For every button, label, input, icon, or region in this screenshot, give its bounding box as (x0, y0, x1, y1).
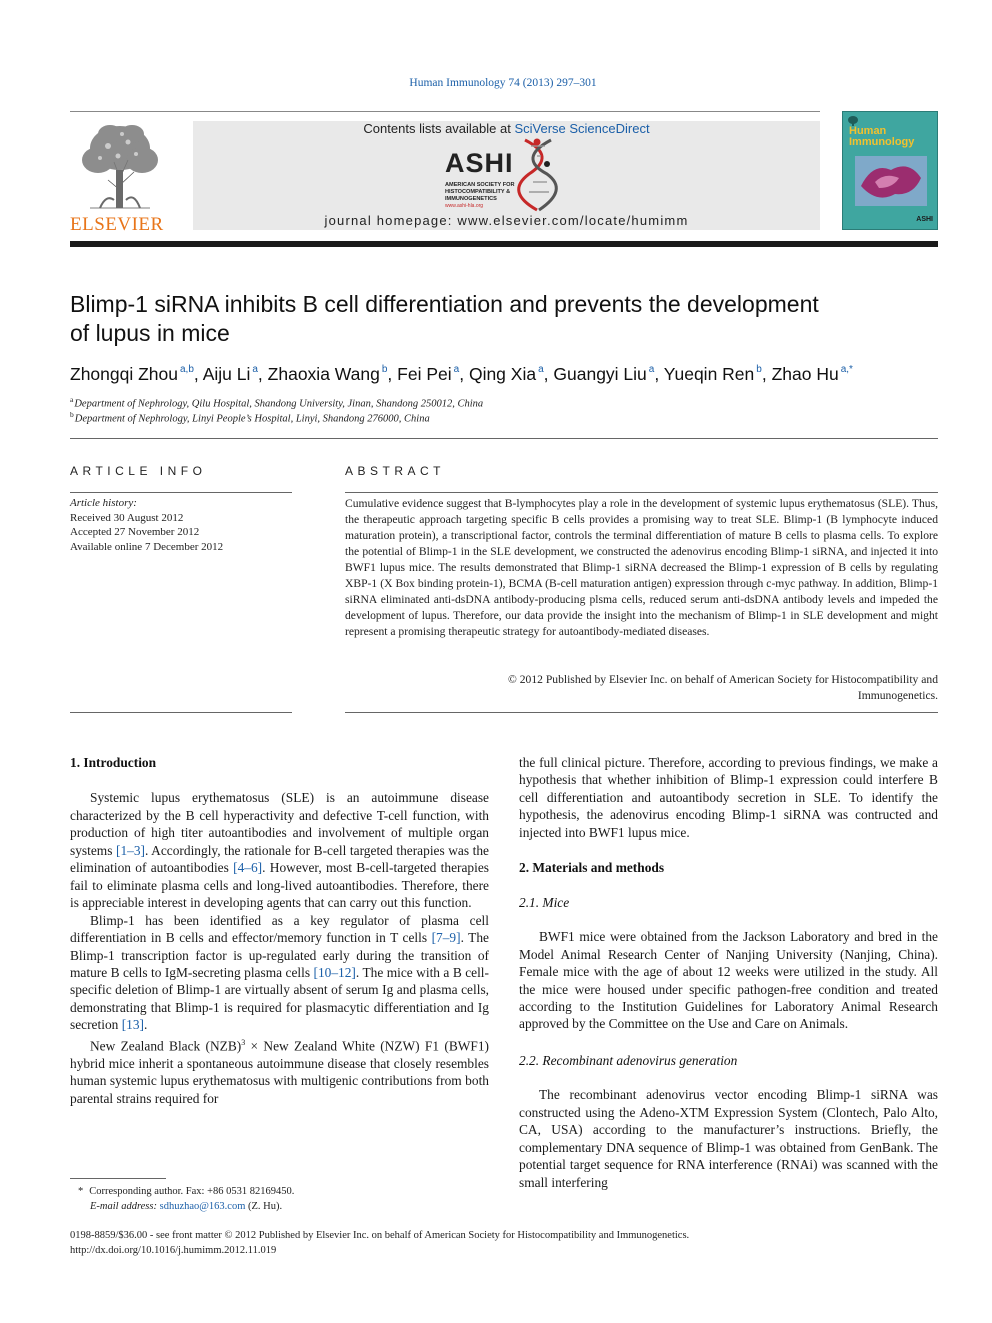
cover-ashi-logo: ASHI (916, 216, 933, 223)
ashi-line-1: AMERICAN SOCIETY FOR (445, 182, 515, 188)
mice-paragraph: BWF1 mice were obtained from the Jackson Laboratory and bred in the Model Animal Research Center of Nanjing University (Nanjing, China). Female mice with the age of about 12 weeks were utilized in the study. All the mice were housed under specific pathogen-free condition and treated according to the Institution Guidelines for Laboratory Animal Research approved by the Committee on the Use and Care on Animals. (519, 929, 938, 1032)
header-rule (70, 111, 820, 112)
contents-line (193, 121, 820, 136)
corresponding-author-note: * Corresponding author. Fax: +86 0531 82169450. (78, 1186, 295, 1197)
intro-paragraph-continued: the full clinical picture. Therefore, according to previous findings, we make a hypothesis that whether inhibition of Blimp-1 expression could interfere B cell differentiation and autoantibody secretion in SLE. To identify the hypothesis, the adenovirus encoding Blimp-1 siRNA was contructed and injected into BWF1 lupus mice. (519, 755, 938, 840)
received-date: Received 30 August 2012 (70, 511, 184, 524)
online-date: Available online 7 December 2012 (70, 540, 224, 553)
author[interactable]: Yueqin Ren $^b$, (663, 364, 767, 384)
footnote-rule (70, 1178, 166, 1179)
sciencedirect-link[interactable]: SciVerse ScienceDirect (514, 121, 650, 136)
contents-prefix: Contents lists available at (363, 121, 515, 136)
author[interactable]: Qing Xia $^a$, (468, 364, 549, 384)
elsevier-wordmark: ELSEVIER (70, 214, 164, 235)
mice-heading: 2.1. Mice (519, 894, 570, 910)
citation-4-6[interactable]: [4–6] (233, 860, 263, 876)
adenovirus-heading: 2.2. Recombinant adenovirus generation (519, 1052, 738, 1068)
article-title (70, 290, 930, 348)
journal-reference[interactable]: Human Immunology 74 (2013) 297–301 (409, 77, 597, 89)
abstract-heading: ABSTRACT (345, 464, 446, 478)
intro-paragraph-2: Blimp-1 has been identified as a key regulator of plasma cell differentiation in B cells and effector/memory function in T cells [7–9]. The Blimp-1 transcription factor is up-regulated early during the transition of mature B cells to IgM-secreting plasma cells [10–12]. The mice with a B cell-specific deletion of Blimp-1 are virtually absent of serum Ig and plasma cells, demonstrating that Blimp-1 is required for plasmacytic differentiation and Ig secretion [13]. (70, 912, 490, 1033)
email-link[interactable]: sdhuzhao@163.com (159, 1201, 246, 1212)
ashi-wordmark: ASHI (445, 148, 514, 178)
front-matter-line: 0198-8859/$36.00 - see front matter © 2012 Published by Elsevier Inc. on behalf of American Society for Histocompatibility and Immunogenetics. (70, 1230, 690, 1241)
cover-title-line-1: Human (849, 125, 887, 137)
affiliation-b: $^b$Department of Nephrology, Linyi People’s Hospital, Linyi, Shandong 276000, China (70, 410, 430, 425)
title-line-2: of lupus in mice (70, 320, 230, 346)
cover-title (849, 126, 914, 148)
title-line-1: Blimp-1 siRNA inhibits B cell differentiation and prevents the development (70, 291, 819, 317)
dna-helix-icon (507, 136, 571, 214)
author[interactable]: Zhao Hu $^{a,*}$ (771, 364, 853, 384)
left-column (70, 754, 489, 1107)
doi-link[interactable]: http://dx.doi.org/10.1016/j.humimm.2012.11.019 (70, 1245, 277, 1256)
cover-image-icon (855, 156, 927, 206)
abstract-text: Cumulative evidence suggest that B-lymphocytes play a role in the development of systemic lupus erythematosus (SLE). Thus, the therapeutic approach targeting specific B cells provides a promising way to treat SLE. Blimp-1 (B lymphocyte induced maturation protein), a transcriptional factor, controls the terminal differentiation of mature B cells to plasma cells. To explore the potential of Blimp-1 in the SLE development, we constructed the adenovirus encoding Blimp-1 siRNA, and injected it into BWF1 lupus mice. The results demonstrated that Blimp-1 siRNA decreased the Blimp-1 expression of B cells by regulating XBP-1 (X Box binding protein-1), BCMA (B-cell maturation antigen) expression through c-myc pathway. In addition, Blimp-1 siRNA eliminated anti-dsDNA antibody-producing plsma cells, reduced serum anti-dsDNA antibody levels and impeded the development of lupus. Therefore, our data provide the insight into the mechanism of Blimp-1 in SLE development and might represent a promising therapeutic strategy for autoantibody-mediated diseases. (345, 497, 938, 638)
title-block-rule (70, 438, 938, 439)
citation-13[interactable]: [13] (121, 1017, 144, 1033)
history-label: Article history: (70, 497, 137, 509)
affiliation-a: $^a$Department of Nephrology, Qilu Hospital, Shandong University, Jinan, Shandong 250012, China (70, 395, 484, 410)
email-note: E-mail address: sdhuzhao@163.com (Z. Hu). (90, 1201, 283, 1212)
article-info-rule (70, 492, 292, 493)
intro-paragraph-1: Systemic lupus erythematosus (SLE) is an autoimmune disease characterized by the B cell hyperactivity and defective T-cell function, with production of high titer autoantibodies and involvement of multiple organ systems [1–3]. Accordingly, the rationale for B-cell targeted therapies was the elimination of autoantibodies [4–6]. However, most B-cell-targeted therapies fail to eliminate plasma cells and long-lived autoantibodies. Therefore, there is appreciable interest in developing agents that can carry out this function. (70, 790, 490, 911)
article-info-bottom-rule (70, 712, 292, 713)
citation-1-3[interactable]: [1–3] (115, 842, 145, 858)
article-history (70, 496, 292, 554)
ashi-url: www.ashi-hla.org (445, 203, 484, 209)
header-thick-rule (70, 241, 938, 247)
ashi-logo[interactable] (445, 136, 575, 212)
right-column (519, 754, 938, 1191)
ashi-line-2: HISTOCOMPATIBILITY & (445, 189, 511, 195)
cover-title-line-2: Immunology (849, 136, 915, 148)
journal-cover-thumbnail[interactable] (842, 111, 938, 230)
intro-paragraph-3: New Zealand Black (NZB)$^3$ × New Zealand White (NZW) F1 (BWF1) hybrid mice inherit a spontaneous autoimmune disease that closely resembles human systemic lupus erythematosus with multigenic contributions from both parental strains required for (70, 1037, 489, 1106)
citation-10-12[interactable]: [10–12] (313, 964, 356, 980)
elsevier-logo[interactable] (70, 120, 170, 235)
ashi-fullname (445, 182, 515, 210)
author[interactable]: Guangyi Liu $^a$, (553, 364, 660, 384)
article-info-heading: ARTICLE INFO (70, 464, 207, 478)
adenovirus-paragraph: The recombinant adenovirus vector encoding Blimp-1 siRNA was constructed using the Adeno-XTM Expression System (Clontech, Palo Alto, CA, USA) according to the manufacturer’s instructions. Briefly, the complementary DNA sequence of Blimp-1 was obtained from GenBank. The potential target sequence for RNA interference (RNAi) was scanned with the small interfering (519, 1087, 938, 1190)
accepted-date: Accepted 27 November 2012 (70, 526, 200, 538)
copyright-line-1: © 2012 Published by Elsevier Inc. on behalf of American Society for Histocompatibility and (508, 673, 938, 686)
abstract-bottom-rule (345, 712, 938, 713)
citation-7-9[interactable]: [7–9] (431, 930, 461, 946)
ashi-line-3: IMMUNOGENETICS (445, 196, 497, 202)
author[interactable]: Aiju Li $^a$, (202, 364, 263, 384)
author[interactable]: Fei Pei $^a$, (397, 364, 465, 384)
author-list (70, 364, 950, 385)
copyright-line-2: Immunogenetics. (857, 689, 938, 702)
journal-homepage[interactable]: journal homepage: www.elsevier.com/locate/humimm (324, 213, 689, 228)
abstract-rule (345, 492, 938, 493)
author[interactable]: Zhongqi Zhou $^{a,b}$, (70, 364, 199, 384)
elsevier-tree-icon (70, 120, 170, 212)
introduction-heading: 1. Introduction (70, 755, 157, 770)
abstract-copyright (345, 672, 938, 704)
author[interactable]: Zhaoxia Wang $^b$, (267, 364, 393, 384)
methods-heading: 2. Materials and methods (519, 860, 665, 876)
